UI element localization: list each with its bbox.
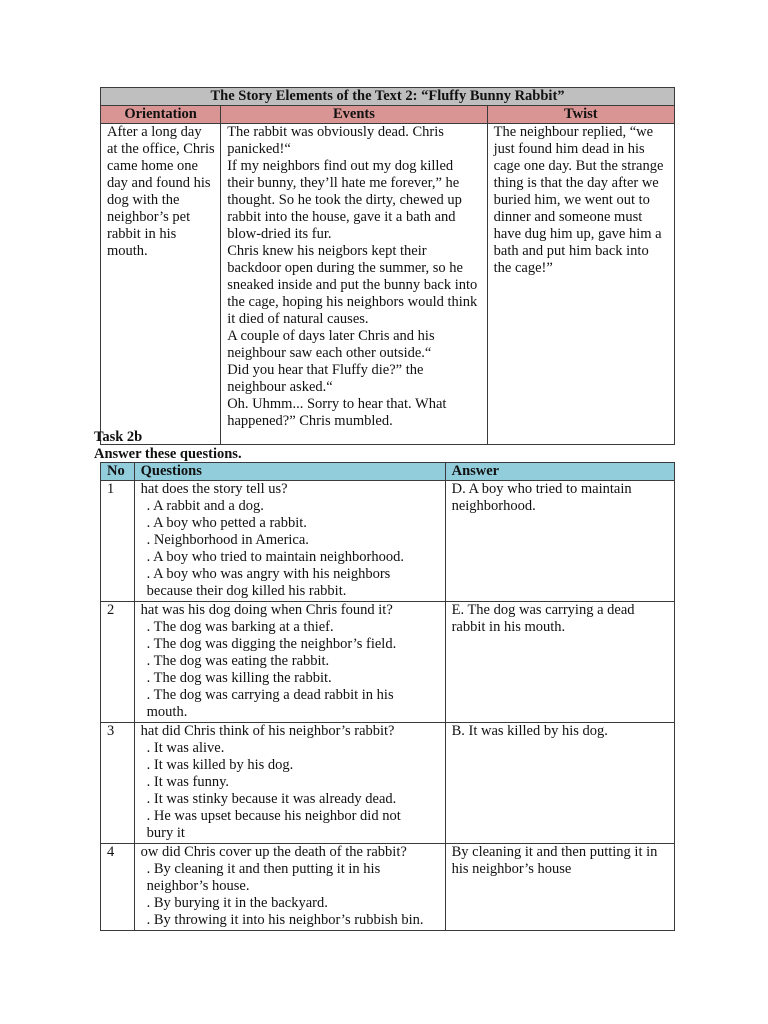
answer-cell: By cleaning it and then putting it in his neighbor’s house [445, 844, 674, 931]
option: . A boy who petted a rabbit. [146, 515, 307, 531]
option: . It was stinky because it was already dead. [146, 791, 397, 807]
task-title: Task 2b [94, 429, 143, 445]
option: . He was upset because his neighbor did not [146, 808, 401, 824]
option: . A rabbit and a dog. [146, 498, 264, 514]
question-cell [134, 723, 445, 844]
option-continuation: neighbor’s house. [146, 878, 250, 894]
option: . It was killed by his dog. [146, 757, 294, 773]
story-elements-table [100, 87, 675, 445]
question-number: 1 [101, 481, 135, 602]
header-twist: Twist [487, 106, 674, 124]
table-row [101, 481, 675, 602]
question-text: hat did Chris think of his neighbor’s rabbit? [140, 723, 395, 739]
option-continuation: because their dog killed his rabbit. [146, 583, 347, 599]
option: . By throwing it into his neighbor’s rubbish bin. [146, 912, 424, 928]
option: . A boy who tried to maintain neighborhood. [146, 549, 404, 565]
table-row [101, 602, 675, 723]
question-number: 2 [101, 602, 135, 723]
events-line: A couple of days later Chris and his neighbour saw each other outside.“ [227, 328, 435, 361]
option: . A boy who was angry with his neighbors [146, 566, 391, 582]
header-orientation: Orientation [101, 106, 221, 124]
table-row [101, 844, 675, 931]
events-line: The rabbit was obviously dead. Chris panicked!“ [227, 124, 444, 157]
question-cell [134, 481, 445, 602]
option: . The dog was killing the rabbit. [146, 670, 332, 686]
option: . By burying it in the backyard. [146, 895, 328, 911]
questions-table [100, 462, 675, 931]
events-line: If my neighbors find out my dog killed their bunny, they’ll hate me forever,” he thought. So he took the dirty, chewed up rabbit into the house, gave it a bath and blow-dried its fur. [227, 158, 462, 242]
table-row [101, 723, 675, 844]
question-cell [134, 602, 445, 723]
option: . It was funny. [146, 774, 230, 790]
question-number: 4 [101, 844, 135, 931]
story-table-title: The Story Elements of the Text 2: “Fluffy Bunny Rabbit” [101, 88, 675, 106]
task-instruction: Answer these questions. [94, 446, 242, 462]
option: . Neighborhood in America. [146, 532, 309, 548]
answer-cell: B. It was killed by his dog. [445, 723, 674, 844]
question-text: hat was his dog doing when Chris found it? [140, 602, 393, 618]
option-continuation: bury it [146, 825, 185, 841]
answer-cell: E. The dog was carrying a dead rabbit in his mouth. [445, 602, 674, 723]
option: . The dog was eating the rabbit. [146, 653, 330, 669]
option: . The dog was barking at a thief. [146, 619, 334, 635]
header-answer: Answer [445, 463, 674, 481]
answer-cell: D. A boy who tried to maintain neighborhood. [445, 481, 674, 602]
question-text: hat does the story tell us? [140, 481, 288, 497]
events-line: Did you hear that Fluffy die?” the neighbour asked.“ [227, 362, 424, 395]
header-questions: Questions [134, 463, 445, 481]
orientation-cell: After a long day at the office, Chris came home one day and found his dog with the neighbor’s pet rabbit in his mouth. [101, 124, 221, 445]
option: . It was alive. [146, 740, 225, 756]
events-cell [221, 124, 487, 445]
header-no: No [101, 463, 135, 481]
events-line: Chris knew his neigbors kept their backdoor open during the summer, so he sneaked inside and put the bunny back into the cage, hoping his neighbors would think it died of natural causes. [227, 243, 478, 327]
header-events: Events [221, 106, 487, 124]
option: . The dog was digging the neighbor’s field. [146, 636, 397, 652]
twist-cell: The neighbour replied, “we just found him dead in his cage one day. But the strange thing is that the day after we buried him, we went out to dinner and someone must have dug him up, gave him a bath and put him back into the cage!” [487, 124, 674, 445]
question-cell [134, 844, 445, 931]
question-number: 3 [101, 723, 135, 844]
option: . The dog was carrying a dead rabbit in his [146, 687, 394, 703]
question-text: ow did Chris cover up the death of the rabbit? [140, 844, 407, 860]
option-continuation: mouth. [146, 704, 188, 720]
events-line: Oh. Uhmm... Sorry to hear that. What happened?” Chris mumbled. [227, 396, 447, 429]
option: . By cleaning it and then putting it in his [146, 861, 381, 877]
